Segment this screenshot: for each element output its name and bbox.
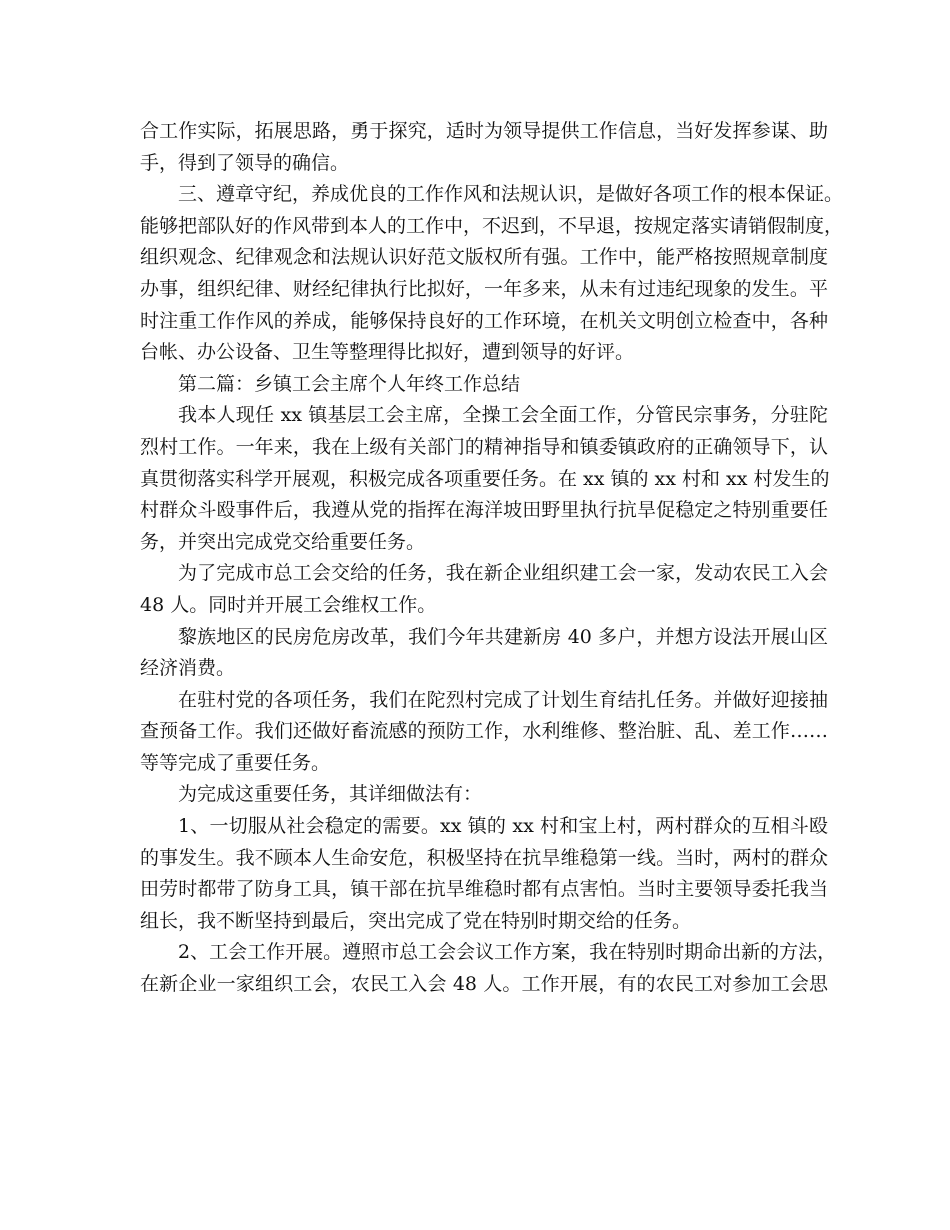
paragraph-first-line: 黎族地区的民房危房改革，我们今年共建新房 40 多户，并想方设法开展山区 [178,625,828,648]
text-line: 组织观念、纪律观念和法规认识好范文版权所有强。工作中，能严格按照规章制度 [140,246,828,269]
text-line: 等等完成了重要任务。 [140,751,331,774]
text-line: 组长，我不断坚持到最后，突出完成了党在特别时期交给的任务。 [140,909,692,932]
text-line: 田劳时都带了防身工具，镇干部在抗旱维稳时都有点害怕。当时主要领导委托我当 [140,878,828,901]
paragraph-first-line: 1、一切服从社会稳定的需要。xx 镇的 xx 村和宝上村，两村群众的互相斗殴 [178,815,828,838]
text-line: 的事发生。我不顾本人生命安危，积极坚持在抗旱维稳第一线。当时，两村的群众 [140,846,828,869]
text-line: 合工作实际，拓展思路，勇于探究，适时为领导提供工作信息，当好发挥参谋、助 [140,120,828,142]
text-line: 真贯彻落实科学开展观，积极完成各项重要任务。在 xx 镇的 xx 村和 xx 村发生的 [140,467,830,490]
paragraph-first-line: 我本人现任 xx 镇基层工会主席，全操工会全面工作，分管民宗事务，分驻陀 [178,404,828,427]
text-line: 台帐、办公设备、卫生等整理得比拟好，遭到领导的好评。 [140,341,635,364]
text-line: 48 人。同时并开展工会维权工作。 [140,593,437,616]
text-line: 时注重工作作风的养成，能够保持良好的工作环境，在机关文明创立检查中，各种 [140,309,828,332]
paragraph-first-line: 2、工会工作开展。遵照市总工会会议工作方案，我在特别时期命出新的方法， [178,941,837,964]
text-line: 办事，组织纪律、财经纪律执行比拟好，一年多来，从未有过违纪现象的发生。平 [140,277,828,300]
paragraph-first-line: 三、遵章守纪，养成优良的工作作风和法规认识，是做好各项工作的根本保证。 [178,183,844,206]
document-body [140,116,844,1001]
text-line: 经济消费。 [140,657,236,680]
text-line: 手，得到了领导的确信。 [140,151,350,174]
text-line: 烈村工作。一年来，我在上级有关部门的精神指导和镇委镇政府的正确领导下，认 [140,435,828,458]
paragraph-first-line: 为完成这重要任务，其详细做法有： [178,783,483,806]
text-line: 务，并突出完成党交给重要任务。 [140,530,426,553]
paragraph-first-line: 在驻村党的各项任务，我们在陀烈村完成了计划生育结扎任务。并做好迎接抽 [178,688,828,711]
text-line: 能够把部队好的作风带到本人的工作中，不迟到，不早退，按规定落实请销假制度， [140,214,844,237]
section-heading: 第二篇：乡镇工会主席个人年终工作总结 [178,372,521,395]
text-line: 村群众斗殴事件后，我遵从党的指挥在海洋坡田野里执行抗旱促稳定之特别重要任 [140,499,828,522]
text-line: 在新企业一家组织工会，农民工入会 48 人。工作开展，有的农民工对参加工会思 [140,973,828,996]
paragraph-first-line: 为了完成市总工会交给的任务，我在新企业组织建工会一家，发动农民工入会 [178,562,828,585]
text-line: 查预备工作。我们还做好畜流感的预防工作，水利维修、整治脏、乱、差工作…… [140,720,828,743]
